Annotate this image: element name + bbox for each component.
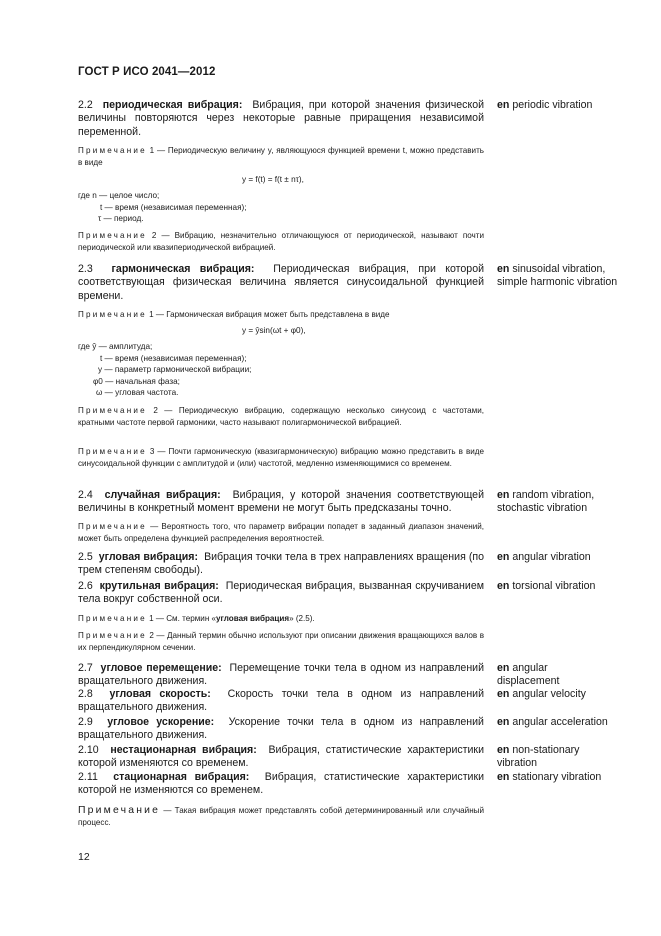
term-definition: Вибрация, при которой значения физической величины повторяются через некоторые равные приращения независимой переменной. xyxy=(78,99,485,138)
legend-line: τ — период. xyxy=(98,214,144,224)
term-title: угловая скорость: xyxy=(109,688,211,700)
note-label: Примечание xyxy=(78,406,147,415)
note-text: 1 — Периодическую величину y, являющуюся функцией времени t, можно представить в виде xyxy=(78,146,484,167)
en-term: non-stationary vibration xyxy=(497,744,580,770)
term-2-6 xyxy=(78,580,484,607)
term-definition: Периодическая вибрация, при которой соответствующая физическая величина является синусоидальной функцией времени. xyxy=(78,263,485,302)
note-2-3-1 xyxy=(78,309,484,321)
note-label: Примечание xyxy=(78,631,147,640)
en-term: angular acceleration xyxy=(512,716,608,728)
note-text: — Такая вибрация может представлять собой детерминированный или случайный процесс. xyxy=(78,806,484,827)
term-title: угловое перемещение: xyxy=(100,662,222,674)
term-2-2 xyxy=(78,99,484,139)
note-label: Примечание xyxy=(78,447,147,456)
en-term: stationary vibration xyxy=(512,771,602,783)
formula-2-3: y = ŷsin(ωt + φ0), xyxy=(242,326,306,335)
en-equivalent-2-11 xyxy=(497,771,637,784)
note-text: 1 — Гармоническая вибрация может быть представлена в виде xyxy=(149,310,390,319)
en-term: angular displacement xyxy=(497,662,560,688)
term-2-7 xyxy=(78,662,484,689)
note-text: 2 — Вибрацию, незначительно отличающуюся от периодической, называют почти периодической или квазипериодической вибрацией. xyxy=(78,231,485,252)
en-term: angular velocity xyxy=(512,688,586,700)
term-title: стационарная вибрация: xyxy=(113,771,250,783)
legend-line: где ŷ — амплитуда; xyxy=(78,342,153,351)
note-text: 2 — Данный термин обычно используют при описании движения вращающихся валов в их перпендикулярном сечении. xyxy=(78,631,484,652)
en-equivalent-2-7 xyxy=(497,662,607,689)
term-title: крутильная вибрация: xyxy=(99,580,219,592)
note-label: Примечание xyxy=(78,310,147,319)
note-2-2-1 xyxy=(78,145,484,168)
note-2-3-3 xyxy=(78,446,484,469)
en-equivalent-2-5 xyxy=(497,551,627,564)
term-definition: Скорость точки тела в одном из направлений вращательного движения. xyxy=(78,688,484,714)
term-definition: Периодическая вибрация, вызванная скручиванием тела вокруг собственной оси. xyxy=(78,580,484,606)
en-equivalent-2-6 xyxy=(497,580,627,593)
term-2-4 xyxy=(78,489,484,516)
note-2-2-2 xyxy=(78,230,484,253)
term-2-11 xyxy=(78,771,484,798)
term-2-10 xyxy=(78,744,484,771)
note-2-11 xyxy=(78,805,484,828)
term-number: 2.2 xyxy=(78,99,93,111)
note-2-6-2 xyxy=(78,630,484,653)
note-2-6-1 xyxy=(78,613,484,625)
term-title: случайная вибрация: xyxy=(104,489,221,501)
note-label: Примечание xyxy=(78,522,147,531)
term-definition: Перемещение точки тела в одном из направлений вращательного движения. xyxy=(78,662,485,688)
page-number: 12 xyxy=(78,851,90,863)
term-number: 2.4 xyxy=(78,489,93,501)
lang-code: en xyxy=(497,688,510,700)
legend-line: y — параметр гармонической вибрации; xyxy=(98,365,252,375)
note-label: Примечание xyxy=(78,614,147,623)
en-equivalent-2-9 xyxy=(497,716,637,729)
term-definition: Вибрация, статистические характеристики которой изменяются со временем. xyxy=(78,744,484,770)
note-2-4 xyxy=(78,521,484,544)
term-definition: Вибрация точки тела в трех направлениях вращения (по трем степеням свободы). xyxy=(78,551,484,577)
note-text: — Вероятность того, что параметр вибрации попадет в заданный диапазон значений, может быть определена функцией распределения вероятностей. xyxy=(78,522,485,543)
legend-2-3 xyxy=(78,341,378,399)
note-label: Примечание xyxy=(78,146,147,155)
lang-code: en xyxy=(497,716,510,728)
lang-code: en xyxy=(497,580,510,592)
note-text: » (2.5). xyxy=(289,614,315,623)
term-number: 2.5 xyxy=(78,551,93,563)
term-number: 2.7 xyxy=(78,662,93,674)
term-number: 2.3 xyxy=(78,263,93,275)
lang-code: en xyxy=(497,99,510,111)
legend-2-2 xyxy=(78,190,378,225)
term-definition: Вибрация, у которой значения соответствующей величины в конкретный момент времени не могут быть предсказаны точно. xyxy=(78,489,484,515)
en-equivalent-2-8 xyxy=(497,688,627,701)
term-number: 2.11 xyxy=(78,771,98,783)
lang-code: en xyxy=(497,744,510,756)
term-number: 2.10 xyxy=(78,744,99,756)
term-title: периодическая вибрация: xyxy=(102,99,243,111)
en-term: periodic vibration xyxy=(512,99,593,111)
term-title: угловое ускорение: xyxy=(107,716,215,728)
legend-line: ω — угловая частота. xyxy=(96,388,179,398)
term-title: угловая вибрация: xyxy=(98,551,199,563)
en-term: angular vibration xyxy=(512,551,591,563)
lang-code: en xyxy=(497,662,510,674)
lang-code: en xyxy=(497,551,510,563)
note-label: Примечание xyxy=(78,231,147,240)
lang-code: en xyxy=(497,771,510,783)
term-definition: Ускорение точки тела в одном из направлений вращательного движения. xyxy=(78,716,484,742)
en-equivalent-2-2 xyxy=(497,99,627,112)
en-equivalent-2-10 xyxy=(497,744,607,771)
note-label: Примечание xyxy=(78,805,161,816)
formula-2-2: y = f(t) = f(t ± nτ), xyxy=(242,175,304,184)
term-title: нестационарная вибрация: xyxy=(110,744,257,756)
term-2-9 xyxy=(78,716,484,743)
legend-line: где n — целое число; xyxy=(78,191,160,200)
legend-line: t — время (независимая переменная); xyxy=(100,353,247,363)
term-number: 2.9 xyxy=(78,716,93,728)
term-2-5 xyxy=(78,551,484,578)
page-header-title: ГОСТ Р ИСО 2041—2012 xyxy=(78,66,216,78)
term-2-8 xyxy=(78,688,484,715)
note-text: 2 — Периодическую вибрацию, содержащую несколько синусоид с частотами, кратными частоте первой гармоники, часто называют полигармонической вибрацией. xyxy=(78,406,485,427)
term-number: 2.6 xyxy=(78,580,93,592)
note-2-3-2 xyxy=(78,405,484,428)
en-term: random vibration, stochastic vibration xyxy=(497,489,595,515)
term-definition: Вибрация, статистические характеристики которой не изменяются со временем. xyxy=(78,771,485,797)
en-equivalent-2-3 xyxy=(497,263,627,290)
lang-code: en xyxy=(497,263,510,275)
note-text: 3 — Почти гармоническую (квазигармоническую) вибрацию можно представить в виде синусоидальной функции с амплитудой и (или) частотой, медленно изменяющимися со временем. xyxy=(78,447,484,468)
term-number: 2.8 xyxy=(78,688,93,700)
legend-line: t — время (независимая переменная); xyxy=(100,202,247,212)
en-equivalent-2-4 xyxy=(497,489,627,516)
lang-code: en xyxy=(497,489,510,501)
legend-line: φ0 — начальная фаза; xyxy=(93,376,180,386)
note-term-ref: угловая вибрация xyxy=(216,614,290,623)
term-title: гармоническая вибрация: xyxy=(111,263,255,275)
term-2-3 xyxy=(78,263,484,303)
en-term: torsional vibration xyxy=(512,580,596,592)
note-text: 1 — См. термин « xyxy=(149,614,217,623)
en-term: sinusoidal vibration, simple harmonic vibration xyxy=(497,263,618,289)
